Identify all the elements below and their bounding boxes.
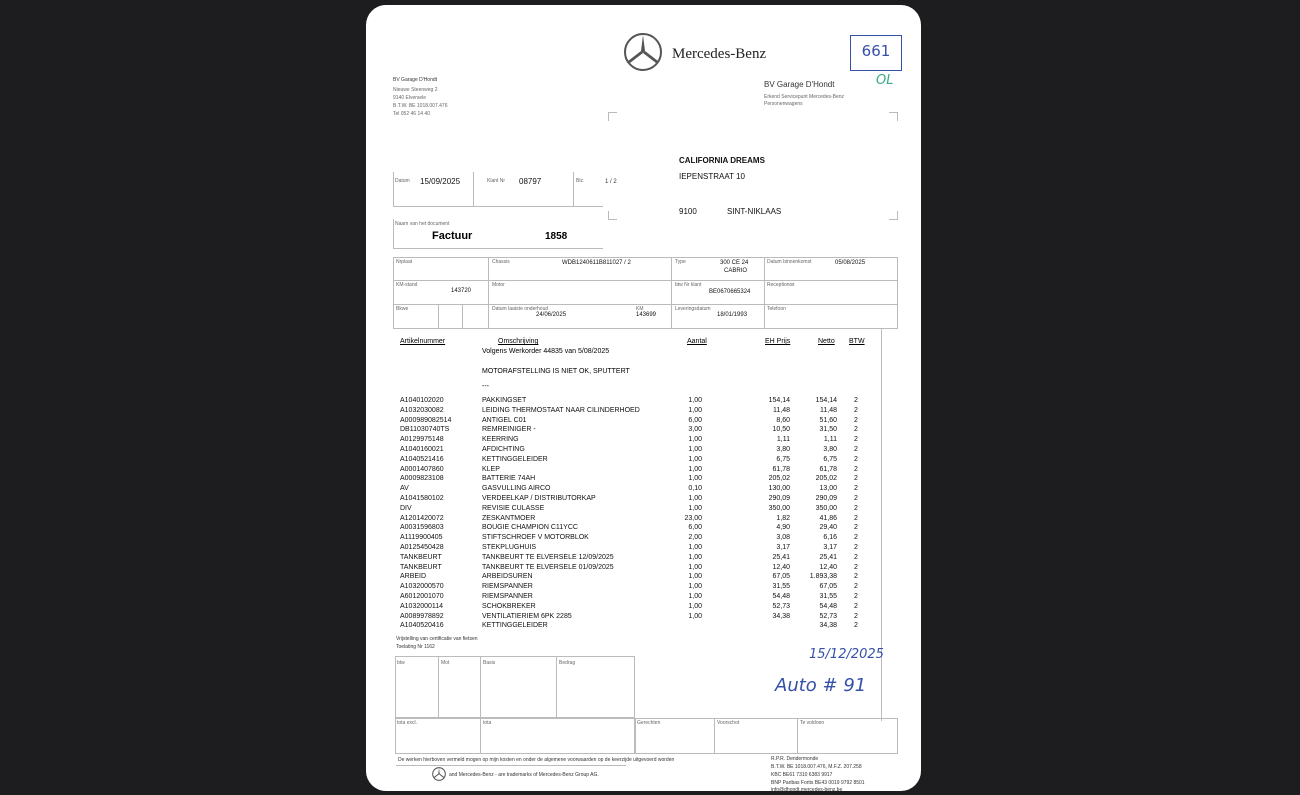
cell-aantal: 1,00 xyxy=(688,406,702,414)
cell-omschrijving: ARBEIDSUREN xyxy=(482,573,533,581)
sender-name: BV Garage D'Hondt xyxy=(393,77,438,83)
trademark-text: and Mercedes-Benz - are trademarks of Mercedes-Benz Group AG. xyxy=(449,772,599,778)
header-aantal: Aantal xyxy=(687,338,707,345)
cell-artikelnummer: A1032030082 xyxy=(400,406,444,414)
cell-netto: 25,41 xyxy=(819,553,837,561)
cell-btw: 2 xyxy=(854,553,858,561)
cell-artikelnummer: A1119900405 xyxy=(400,534,443,542)
vehicle-body: CABRIO xyxy=(724,268,748,274)
cell-btw: 2 xyxy=(854,514,858,522)
cell-artikelnummer: A1040521416 xyxy=(400,455,444,463)
cell-eh-prijs: 3,17 xyxy=(776,543,790,551)
cell-omschrijving: TANKBEURT TE ELVERSELE 01/09/2025 xyxy=(482,563,614,571)
column-netto xyxy=(790,396,837,631)
cell-netto: 67,05 xyxy=(819,583,837,591)
cell-artikelnummer: A1032000114 xyxy=(400,602,444,610)
summary-basis-label: Basis xyxy=(483,660,496,666)
cell-netto: 3,80 xyxy=(823,445,837,453)
cell-eh-prijs: 8,60 xyxy=(776,416,790,424)
grid-line xyxy=(671,257,672,329)
amount-due-label: Te voldoen xyxy=(800,720,825,726)
datum-binnenkomst-label: Datum binnenkomst xyxy=(767,259,812,265)
header-btw: BTW xyxy=(849,338,865,345)
grid-line xyxy=(438,656,439,718)
cell-aantal: 1,00 xyxy=(688,553,702,561)
cell-netto: 41,86 xyxy=(819,514,837,522)
cell-btw: 2 xyxy=(854,455,858,463)
cell-aantal: 1,00 xyxy=(688,465,702,473)
cell-aantal: 1,00 xyxy=(688,573,702,581)
cell-aantal: 1,00 xyxy=(688,445,702,453)
cell-btw: 2 xyxy=(854,504,858,512)
cell-omschrijving: GASVULLING AIRCO xyxy=(482,485,551,493)
cell-aantal: 1,00 xyxy=(688,563,702,571)
handwritten-initials: OL xyxy=(876,73,894,88)
cell-netto: 1.893,38 xyxy=(809,573,837,581)
totals-box xyxy=(395,718,635,754)
cell-omschrijving: BOUGIE CHAMPION C11YCC xyxy=(482,524,578,532)
grid-line xyxy=(764,257,765,329)
complaint-line: MOTORAFSTELLING IS NIET OK, SPUTTERT xyxy=(482,368,630,375)
cell-artikelnummer: DB11030740TS xyxy=(400,426,450,434)
cell-omschrijving: TANKBEURT TE ELVERSELE 12/09/2025 xyxy=(482,553,614,561)
header-omschrijving: Omschrijving xyxy=(498,338,539,345)
grid-line xyxy=(480,656,481,718)
cell-omschrijving: REMREINIGER - xyxy=(482,426,536,434)
document-type: Factuur xyxy=(432,230,473,242)
cell-btw: 2 xyxy=(854,524,858,532)
kbc-account: KBC BE61 7310 6383 9917 xyxy=(771,772,833,778)
cell-eh-prijs: 25,41 xyxy=(772,553,790,561)
cell-netto: 61,78 xyxy=(819,465,837,473)
first-reg-label: Leveringsdatum xyxy=(675,306,711,312)
customer-number: 08797 xyxy=(519,177,542,186)
grid-line xyxy=(714,718,715,754)
cell-aantal: 3,00 xyxy=(688,426,702,434)
cell-eh-prijs: 130,00 xyxy=(768,485,790,493)
last-service-label: Datum laatste onderhoud xyxy=(492,306,549,312)
cell-artikelnummer: A6012001070 xyxy=(400,592,444,600)
mercedes-star-small-icon xyxy=(432,767,446,781)
header-netto: Netto xyxy=(818,338,835,345)
cell-netto: 11,48 xyxy=(820,406,837,414)
chassis-number: WDB1240611B811027 / 2 xyxy=(562,260,631,266)
cell-artikelnummer: A0001407860 xyxy=(400,465,444,473)
cell-omschrijving: STIFTSCHROEF V MOTORBLOK xyxy=(482,534,589,542)
cell-btw: 2 xyxy=(854,592,858,600)
contact-email: info@dhondt.mercedes-benz.be xyxy=(771,787,843,791)
grid-line xyxy=(488,257,489,329)
datum-binnenkomst: 05/08/2025 xyxy=(835,260,866,266)
cell-omschrijving: KEERRING xyxy=(482,436,519,444)
btw-label: btw Nr klant xyxy=(675,282,702,288)
cell-eh-prijs: 3,80 xyxy=(776,445,790,453)
window-corner xyxy=(608,112,617,121)
total-label: tota xyxy=(483,720,492,726)
motor-label: Motor xyxy=(492,282,505,288)
cell-eh-prijs: 10,50 xyxy=(772,426,790,434)
cell-aantal: 1,00 xyxy=(688,436,702,444)
type-label: Type xyxy=(675,259,686,265)
total-excl-label: tota excl. xyxy=(397,720,418,726)
datum-label: Datum xyxy=(395,178,410,184)
cell-btw: 2 xyxy=(854,406,858,414)
cell-aantal: 1,00 xyxy=(688,592,702,600)
cell-eh-prijs: 205,02 xyxy=(768,475,790,483)
invoice-date: 15/09/2025 xyxy=(420,177,461,186)
grid-line xyxy=(438,304,439,329)
cell-omschrijving: STEKPLUGHUIS xyxy=(482,543,537,551)
cell-btw: 2 xyxy=(854,426,858,434)
summary-btw-label: btw xyxy=(397,660,405,666)
header-artikelnummer: Artikelnummer xyxy=(400,338,446,345)
cell-artikelnummer: A1040160021 xyxy=(400,445,444,453)
km-label: KM-stand xyxy=(396,282,418,288)
cell-eh-prijs: 154,14 xyxy=(768,397,790,404)
mercedes-star-icon xyxy=(623,32,663,72)
grid-line xyxy=(797,718,798,754)
cell-eh-prijs: 54,48 xyxy=(772,592,790,600)
cell-omschrijving: VERDEELKAP / DISTRIBUTORKAP xyxy=(482,494,596,502)
column-btw xyxy=(849,396,863,631)
handwritten-auto-number: Auto # 91 xyxy=(775,675,867,696)
cell-eh-prijs: 11,48 xyxy=(773,406,790,414)
cell-aantal: 2,00 xyxy=(688,534,702,542)
permit-note: Toelating Nr 1162 xyxy=(396,644,435,650)
cell-btw: 2 xyxy=(854,445,858,453)
column-omschrijving xyxy=(482,396,640,631)
km-value: 143720 xyxy=(451,288,472,294)
certification-note: Vrijstelling van certificatie van fietsen xyxy=(396,636,478,642)
cell-aantal: 1,00 xyxy=(688,455,702,463)
table-border xyxy=(881,329,882,721)
cell-eh-prijs: 67,05 xyxy=(772,573,790,581)
cell-omschrijving: KLEP xyxy=(482,465,500,473)
cell-omschrijving: VENTILATIERIEM 6PK 2285 xyxy=(482,612,572,620)
cell-eh-prijs: 12,40 xyxy=(772,563,790,571)
rpr-text: R.P.R. Dendermonde xyxy=(771,756,819,762)
grid-line xyxy=(393,304,898,305)
cell-artikelnummer: A1032000570 xyxy=(400,583,444,591)
cell-eh-prijs: 6,75 xyxy=(776,455,790,463)
column-eh-prijs xyxy=(746,396,790,621)
cell-eh-prijs: 1,82 xyxy=(776,514,790,522)
cell-netto: 54,48 xyxy=(819,602,837,610)
cell-aantal: 1,00 xyxy=(688,583,702,591)
cell-btw: 2 xyxy=(854,563,858,571)
cell-btw: 2 xyxy=(854,436,858,444)
dealer-line1: Erkend Servicepunt Mercedes-Benz xyxy=(764,94,845,100)
column-artikelnummer xyxy=(400,396,451,631)
sender-phone: Tel 052 46 14 40 xyxy=(393,111,430,117)
cell-artikelnummer: A0129975148 xyxy=(400,436,444,444)
cell-omschrijving: ANTIGEL C01 xyxy=(482,416,527,424)
cell-btw: 2 xyxy=(854,416,858,424)
cell-btw: 2 xyxy=(854,622,858,630)
document-name-label: Naam van het document xyxy=(395,221,450,227)
cell-artikelnummer: A0125450428 xyxy=(400,543,444,551)
header-eh-prijs: EH Prijs xyxy=(765,338,791,345)
cell-omschrijving: ZESKANTMOER xyxy=(482,514,536,522)
cell-aantal: 1,00 xyxy=(688,504,702,512)
cell-btw: 2 xyxy=(854,494,858,502)
cell-btw: 2 xyxy=(854,583,858,591)
cell-aantal: 1,00 xyxy=(688,494,702,502)
page-number: 1 / 2 xyxy=(605,179,617,185)
cell-omschrijving: REVISIE CULASSE xyxy=(482,504,545,512)
cell-btw: 2 xyxy=(854,397,858,404)
cell-netto: 52,73 xyxy=(819,612,837,620)
cell-netto: 13,00 xyxy=(819,485,837,493)
cell-aantal: 6,00 xyxy=(688,524,702,532)
cell-aantal: 0,10 xyxy=(688,485,702,493)
bnp-account: BNP Paribas Fortis BE43 0019 9792 8501 xyxy=(771,780,865,786)
vehicle-type: 300 CE 24 xyxy=(720,260,749,266)
chassis-label: Chassis xyxy=(492,259,510,265)
cell-eh-prijs: 52,73 xyxy=(772,602,790,610)
last-service-date: 24/06/2025 xyxy=(536,312,567,318)
cell-aantal: 1,00 xyxy=(688,475,702,483)
cell-omschrijving: KETTINGGELEIDER xyxy=(482,622,548,630)
payment-box xyxy=(635,718,898,754)
cell-netto: 12,40 xyxy=(819,563,837,571)
cell-omschrijving: RIEMSPANNER xyxy=(482,592,533,600)
first-reg-date: 18/01/1993 xyxy=(717,312,748,318)
receptionist-label: Receptionist xyxy=(767,282,795,288)
column-aantal xyxy=(666,396,702,621)
cell-btw: 2 xyxy=(854,485,858,493)
cell-artikelnummer: A1040102020 xyxy=(400,397,444,404)
separator-line: --- xyxy=(482,383,489,390)
grid-line xyxy=(462,304,463,329)
klant-label: Klant Nr xyxy=(487,178,506,184)
last-km: 143699 xyxy=(636,312,657,318)
cell-netto: 31,55 xyxy=(819,592,837,600)
sender-street: Nieuwe Steenweg 2 xyxy=(393,87,438,93)
cell-aantal: 1,00 xyxy=(688,397,702,404)
customer-postcode: 9100 xyxy=(679,207,697,216)
grid-line xyxy=(556,656,557,718)
conditions-text: De werken hierboven vermeld mogen op mijn kosten en onder de algemene voorwaarden op de keerzijde uitgevoerd worden xyxy=(398,757,675,763)
cell-eh-prijs: 350,00 xyxy=(768,504,790,512)
cell-btw: 2 xyxy=(854,465,858,473)
summary-mot-label: Mot xyxy=(441,660,450,666)
cell-btw: 2 xyxy=(854,612,858,620)
grid-line xyxy=(393,280,898,281)
cell-omschrijving: AFDICHTING xyxy=(482,445,525,453)
blz-label: Blz. xyxy=(576,178,585,184)
cell-omschrijving: SCHOKBREKER xyxy=(482,602,536,610)
cell-btw: 2 xyxy=(854,573,858,581)
cell-eh-prijs: 290,09 xyxy=(768,494,790,502)
cell-artikelnummer: TANKBEURT xyxy=(400,553,442,561)
last-km-label: KM xyxy=(636,306,644,312)
cell-aantal: 6,00 xyxy=(688,416,702,424)
workorder-line: Volgens Werkorder 44835 van 5/08/2025 xyxy=(482,348,610,355)
cell-aantal: 1,00 xyxy=(688,612,702,620)
cell-netto: 51,60 xyxy=(819,416,837,424)
cell-eh-prijs: 1,11 xyxy=(776,436,790,444)
cell-netto: 31,50 xyxy=(819,426,837,434)
cell-eh-prijs: 4,90 xyxy=(776,524,790,532)
customer-street: IEPENSTRAAT 10 xyxy=(679,172,745,181)
cell-artikelnummer: A0089978892 xyxy=(400,612,444,620)
cell-artikelnummer: A000989082514 xyxy=(400,416,452,424)
customer-name: CALIFORNIA DREAMS xyxy=(679,156,765,165)
dealer-line2: Personenwagens xyxy=(764,101,803,107)
sender-city: 9140 Elversele xyxy=(393,95,427,101)
nrplaat-label: Nrplaat xyxy=(396,259,413,265)
vat-summary-box xyxy=(395,656,635,718)
window-corner xyxy=(608,211,617,220)
cell-netto: 29,40 xyxy=(819,524,837,532)
legal-btw-text: B.T.W. BE 1018.007.476, M.F.Z. 207.258 xyxy=(771,764,862,770)
gerecht-label: Gerechten xyxy=(637,720,661,726)
cell-aantal: 1,00 xyxy=(688,602,702,610)
cell-artikelnummer: TANKBEURT xyxy=(400,563,442,571)
cell-netto: 1,11 xyxy=(823,436,837,444)
cell-aantal: 1,00 xyxy=(688,543,702,551)
cell-artikelnummer: ARBEID xyxy=(400,573,427,581)
cell-netto: 6,75 xyxy=(823,455,837,463)
handwritten-number: 661 xyxy=(850,35,902,71)
cell-btw: 2 xyxy=(854,534,858,542)
cell-artikelnummer: DIV xyxy=(400,504,412,512)
cell-netto: 290,09 xyxy=(815,494,837,502)
cell-omschrijving: LEIDING THERMOSTAAT NAAR CILINDERHOED xyxy=(482,406,640,414)
window-corner xyxy=(889,211,898,220)
cell-netto: 154,14 xyxy=(815,397,837,404)
summary-bedrag-label: Bedrag xyxy=(559,660,576,666)
cell-omschrijving: RIEMSPANNER xyxy=(482,583,533,591)
cell-netto: 6,16 xyxy=(823,534,837,542)
btw-number: BE0670665324 xyxy=(709,289,751,295)
dealer-name: BV Garage D'Hondt xyxy=(764,80,835,89)
cell-eh-prijs: 34,38 xyxy=(772,612,790,620)
cell-omschrijving: PAKKINGSET xyxy=(482,397,527,404)
cell-eh-prijs: 31,55 xyxy=(772,583,790,591)
invoice-number: 1858 xyxy=(545,231,568,242)
cell-omschrijving: BATTERIE 74AH xyxy=(482,475,536,483)
cell-btw: 2 xyxy=(854,602,858,610)
cell-artikelnummer: A0009823108 xyxy=(400,475,444,483)
cell-artikelnummer: A1201420072 xyxy=(400,514,444,522)
cell-aantal: 23,00 xyxy=(684,514,702,522)
cell-artikelnummer: A0031596803 xyxy=(400,524,444,532)
cell-netto: 350,00 xyxy=(815,504,837,512)
telefoon-label: Telefoon xyxy=(767,306,786,312)
cell-btw: 2 xyxy=(854,475,858,483)
cell-omschrijving: KETTINGGELEIDER xyxy=(482,455,548,463)
cell-artikelnummer: AV xyxy=(400,485,409,493)
cell-eh-prijs: 61,78 xyxy=(772,465,790,473)
cell-netto: 205,02 xyxy=(815,475,837,483)
cell-eh-prijs: 3,08 xyxy=(776,534,790,542)
window-corner xyxy=(889,112,898,121)
sender-vat: B.T.W. BE 1018.007.476 xyxy=(393,103,448,109)
cell-artikelnummer: A1040520416 xyxy=(400,622,444,630)
grid-line xyxy=(480,718,481,754)
invoice-document xyxy=(366,5,921,791)
cell-netto: 3,17 xyxy=(823,543,837,551)
cell-btw: 2 xyxy=(854,543,858,551)
handwritten-date: 15/12/2025 xyxy=(809,647,884,662)
cell-artikelnummer: A1041580102 xyxy=(400,494,444,502)
cell-netto: 34,38 xyxy=(819,622,837,630)
advance-label: Voorschot xyxy=(717,720,740,726)
signature-line xyxy=(396,765,626,766)
bkwe-label: Bkwe xyxy=(396,306,409,312)
brand-name: Mercedes-Benz xyxy=(672,46,767,62)
customer-city: SINT-NIKLAAS xyxy=(727,207,782,216)
